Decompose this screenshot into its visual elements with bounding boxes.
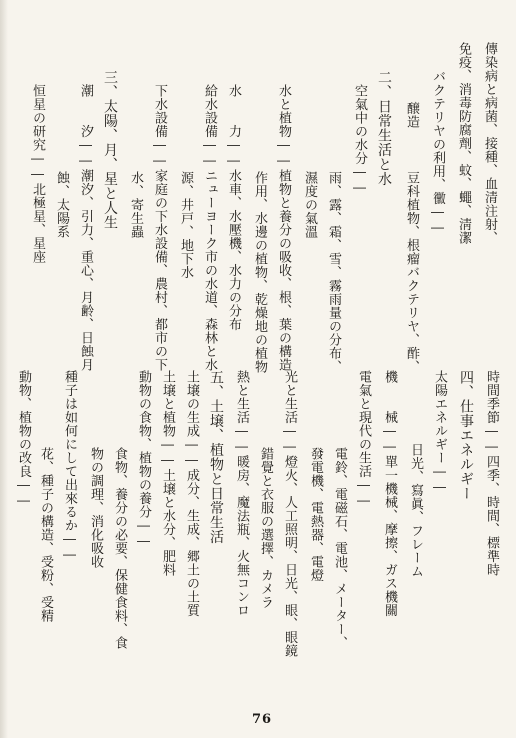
- text-line: 機 械――單一機械、摩擦、ガス機關: [382, 370, 397, 617]
- text-line: 空氣中の水分――: [352, 84, 367, 196]
- text-line: 作用、水邊の植物、乾燥地の植物: [252, 144, 267, 374]
- text-line: 光と生活――燈火、人工照明、日光、眼、眼鏡: [282, 370, 297, 658]
- text-line: 土壌の生成――成分、生成、郷土の土質: [184, 370, 199, 617]
- text-line: 種子は如何にして出來るか――: [62, 370, 77, 563]
- text-line: 動物の食物、植物の養分――: [136, 370, 151, 550]
- text-line: 時間季節――四季、時間、標準時: [484, 370, 499, 577]
- text-line: 給水設備――ニューヨーク市の水道、森林と水: [202, 84, 217, 372]
- text-line: 錯覺と衣服の選擇、カメラ: [258, 420, 273, 609]
- text-line: 太陽エネルギー――: [432, 370, 447, 496]
- page-number: 76: [251, 712, 273, 727]
- section-heading: 五、土壌、植物と日常生活: [208, 370, 224, 544]
- text-line: 花、種子の構造、受粉、受精: [38, 420, 53, 623]
- section-heading: 四、仕事エネルギー: [458, 370, 474, 501]
- text-line: 發電機、電熱器、電燈: [308, 420, 323, 582]
- text-line: 土壌と植物――土壌と水分、肥料: [160, 370, 175, 577]
- text-line: 電氣と現代の生活――: [356, 370, 371, 509]
- text-line: 日光、寫眞、フレーム: [408, 416, 423, 578]
- text-line: 電鈴、電磁石、電池、メーター、: [332, 420, 347, 650]
- text-line: 物の調理、消化吸收: [88, 420, 103, 569]
- text-line: 潮 汐――潮汐、引力、重心、月齢、日蝕月: [78, 84, 93, 372]
- text-line: 食物、養分の必要、保健食料、食: [112, 420, 127, 650]
- page-edge-shadow: [0, 0, 8, 738]
- text-line: 水 力――水車、水壓機、水力の分布: [226, 84, 241, 331]
- text-line: 蝕、太陽系: [54, 144, 69, 239]
- text-line: 雨、露、霜、雪、霧雨量の分布、: [326, 144, 341, 374]
- section-heading: 三、太陽、月、星と人生: [102, 70, 118, 230]
- text-line: 水と植物――植物と養分の吸收、根、葉の構造: [276, 84, 291, 372]
- text-line: 源、井戸、地下水: [178, 144, 193, 279]
- text-line: 濕度の氣溫: [302, 144, 317, 239]
- text-line: 傳染病と病菌、接種、血清注射、: [482, 42, 497, 245]
- text-line: バクテリヤの利用、黴――: [430, 70, 445, 236]
- text-line: 下水設備――家庭の下水設備、農村、都市の下: [152, 84, 167, 372]
- text-line: 動物、植物の改良――: [16, 370, 31, 509]
- text-line: 熱と生活――暖房、魔法瓶、火無コンロ: [234, 370, 249, 617]
- text-line: 恒星の研究――北極星、星座: [30, 84, 45, 264]
- text-line: 水、寄生蟲: [128, 144, 143, 239]
- text-line: 醸造 豆科植物、根瘤バクテリヤ、酢、: [404, 88, 419, 374]
- section-heading: 二、日常生活と水: [376, 70, 392, 186]
- text-line: 免疫、消毒防腐劑、蚊、蠅、淸潔: [456, 42, 471, 245]
